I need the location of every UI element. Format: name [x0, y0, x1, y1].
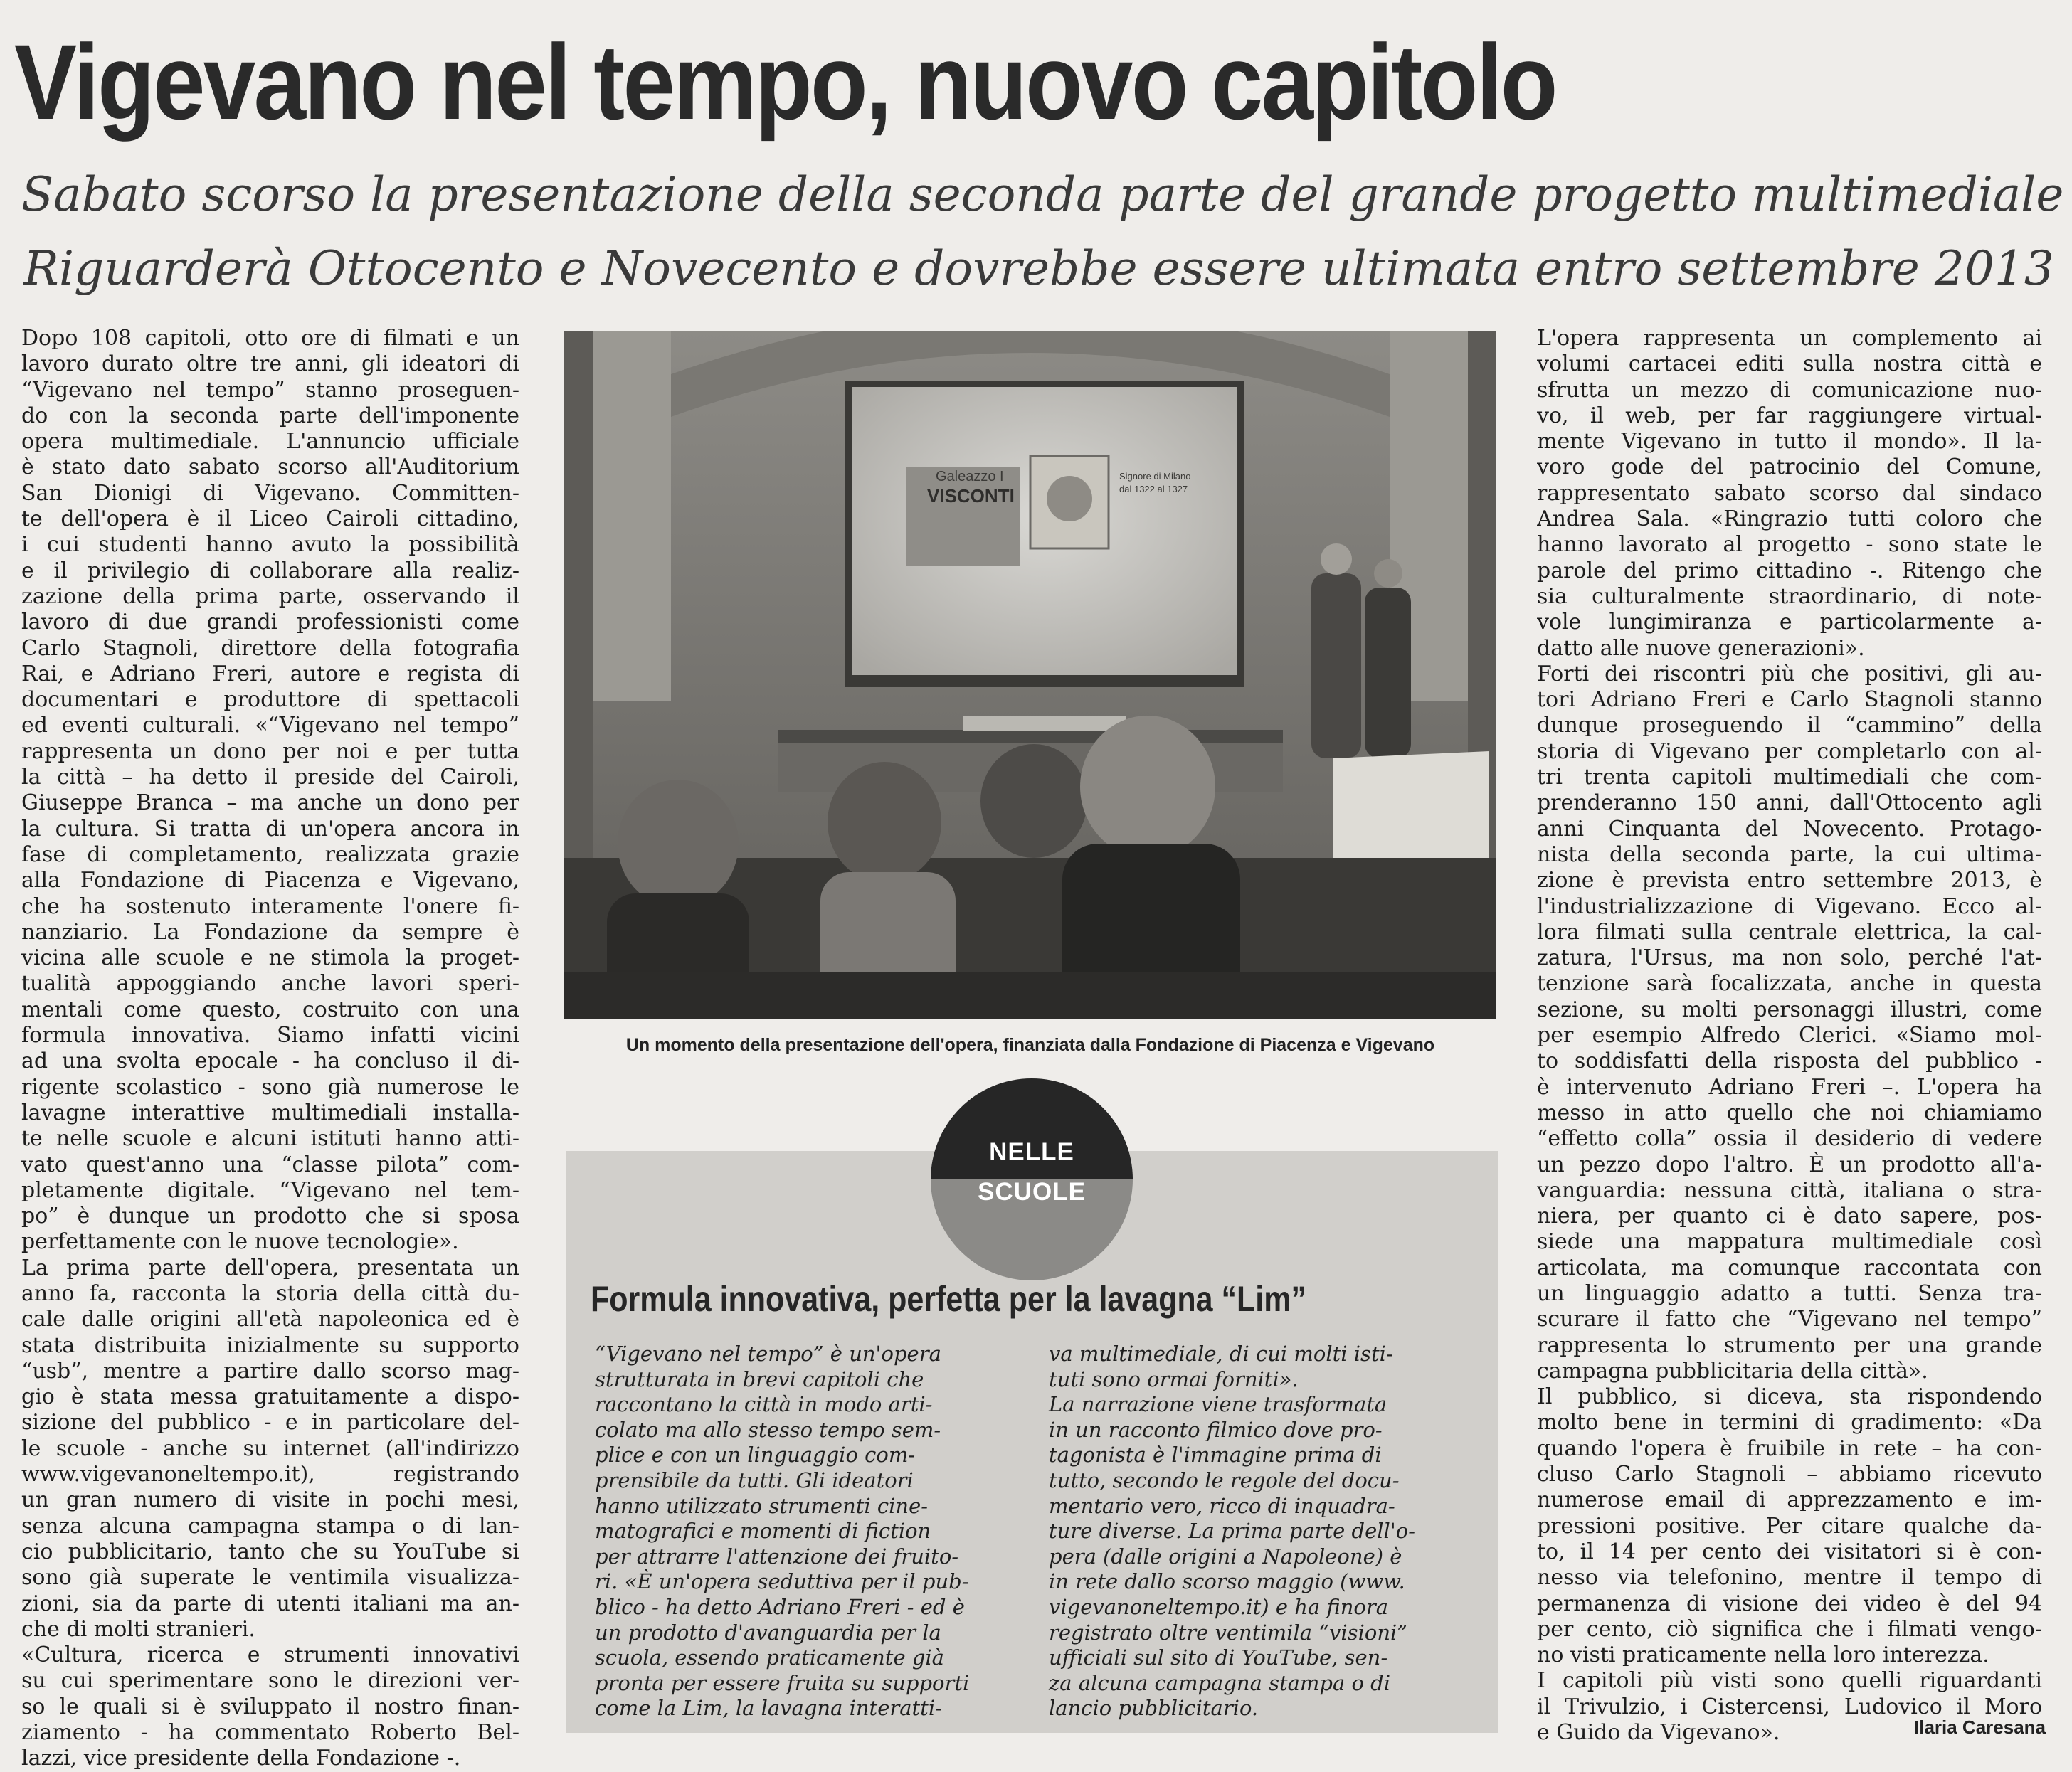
text-line: “effetto colla” ossia il desiderio di vedere [1537, 1126, 2042, 1152]
badge-line-2: SCUOLE [978, 1178, 1086, 1206]
text-line: vo, il web, per far raggiungere virtual- [1537, 403, 2042, 428]
text-line: hanno utilizzato strumenti cine- [595, 1493, 929, 1518]
text-line: pressioni positive. Per citare qualche da- [1537, 1513, 2042, 1539]
text-line: vicina alle scuole e ne stimola la proget- [21, 945, 519, 971]
text-line: la città – ha detto il preside del Cairoli, [21, 765, 519, 790]
text-line: te dell'opera è il Liceo Cairoli cittadino, [21, 506, 519, 532]
text-line: prensibile da tutti. Gli ideatori [595, 1468, 914, 1492]
text-line: mentario vero, ricco di inquadra- [1049, 1493, 1395, 1518]
text-line: ad una svolta epocale - ha concluso il di- [21, 1049, 519, 1074]
text-line: opera multimediale. L'annuncio ufficiale [21, 429, 519, 455]
text-line: siede una mappatura multimediale così [1537, 1229, 2042, 1255]
text-line: cale dalle origini all'età napoleonica ed è [21, 1307, 519, 1332]
text-line: sezione, su molti personaggi illustri, come [1537, 997, 2042, 1022]
text-line: in rete dallo scorso maggio (www. [1049, 1569, 1405, 1594]
text-line: un prodotto d'avanguardia per la [595, 1620, 941, 1645]
subtitle-line-1: Sabato scorso la presentazione della seconda parte del grande progetto multimediale [21, 167, 2064, 222]
text-line: Forti dei riscontri più che positivi, gli au- [1537, 661, 2042, 686]
text-line: zione è prevista entro settembre 2013, è [1537, 868, 2042, 893]
text-line: anno fa, racconta la storia della città du- [21, 1280, 519, 1306]
text-line: zazione della prima parte, osservando il [21, 583, 519, 609]
sidebar-column-1 [595, 1342, 1015, 1721]
text-line: ziamento - ha commentato Roberto Bel- [21, 1720, 519, 1746]
text-line: “Vigevano nel tempo” è un'opera [595, 1342, 941, 1366]
text-line: nanziario. La Fondazione da sempre è [21, 919, 519, 945]
text-line: parole del primo cittadino -. Ritengo che [1537, 558, 2042, 583]
text-line: nista della seconda parte, la cui ultima- [1537, 842, 2042, 867]
subtitle-line-2: Riguarderà Ottocento e Novecento e dovrebbe essere ultimata entro settembre 2013 [23, 241, 2054, 296]
text-line: sono già superate le ventimila visualizza- [21, 1565, 519, 1591]
text-line: Dopo 108 capitoli, otto ore di filmati e un [21, 326, 519, 351]
text-line: plice e con un linguaggio com- [595, 1443, 916, 1468]
text-line: ufficiali sul sito di YouTube, sen- [1049, 1645, 1388, 1670]
text-line: è intervenuto Adriano Freri –. L'opera ha [1537, 1074, 2042, 1100]
text-line: per esempio Alfredo Clerici. «Siamo mol- [1537, 1023, 2042, 1049]
screen-text-4: dal 1322 al 1327 [1119, 484, 1188, 494]
text-line: San Dionigi di Vigevano. Committen- [21, 480, 519, 506]
text-line: Rai, e Adriano Freri, autore e regista di [21, 661, 519, 686]
text-line: i cui studenti hanno avuto la possibilità [21, 532, 519, 558]
text-line: e Guido da Vigevano». [1537, 1720, 1780, 1746]
text-line: to, il 14 per cento dei visitatori si è con- [1537, 1539, 2042, 1564]
text-line: alla Fondazione di Piacenza e Vigevano, [21, 868, 519, 893]
text-line: vato quest'anno una “classe pilota” com- [21, 1152, 519, 1177]
text-line: dunque proseguendo il “cammino” della [1537, 713, 2042, 738]
text-line: pera (dalle origini a Napoleone) è [1049, 1544, 1402, 1569]
text-line: Carlo Stagnoli, direttore della fotografia [21, 635, 519, 661]
text-line: ed eventi culturali. «“Vigevano nel tempo” [21, 713, 519, 738]
photo-caption: Un momento della presentazione dell'opera, finanziata dalla Fondazione di Piacenza e Vigevano [625, 1035, 1435, 1055]
text-line: mente Vigevano in tutto il mondo». Il la- [1537, 429, 2042, 455]
text-line: tagonista è l'immagine prima di [1049, 1443, 1382, 1468]
text-line: su cui sperimentare sono le direzioni ver- [21, 1668, 519, 1694]
text-line: per attrarre l'attenzione dei fruito- [595, 1544, 959, 1569]
text-line: tuti sono ormai forniti». [1049, 1367, 1299, 1391]
text-line: un linguaggio adatto a tutti. Senza tra- [1537, 1280, 2042, 1306]
text-line: “usb”, mentre a partire dallo scorso mag- [21, 1358, 519, 1384]
text-line: te nelle scuole e alcuni istituti hanno atti- [21, 1126, 519, 1152]
text-line: permanenza di visione dei video è del 94 [1537, 1591, 2042, 1616]
text-line: do con la seconda parte dell'imponente [21, 403, 519, 428]
text-line: www.vigevanoneltempo.it), registrando [21, 1462, 519, 1487]
text-line: lazzi, vice presidente della Fondazione -. [21, 1746, 461, 1771]
text-line: perfettamente con le nuove tecnologie». [21, 1229, 459, 1255]
text-line: formula innovativa. Siamo infatti vicini [21, 1023, 519, 1049]
right-column [1537, 326, 2042, 1746]
text-line: za alcuna campagna stampa o di [1049, 1670, 1391, 1695]
text-line: gio è stata messa gratuitamente a dispo- [21, 1384, 519, 1410]
text-line: no visti praticamente nella loro interezza. [1537, 1643, 1989, 1668]
text-line: l'industrializzazione di Vigevano. Ecco al- [1537, 893, 2042, 919]
text-line: ri. «È un'opera seduttiva per il pub- [595, 1569, 969, 1594]
screen-text-1: Galeazzo I [936, 469, 1004, 484]
text-line: sizione del pubblico - e in particolare del- [21, 1410, 519, 1436]
text-line: “Vigevano nel tempo” stanno proseguen- [21, 377, 519, 403]
text-line: in un racconto filmico dove pro- [1049, 1417, 1383, 1442]
sidebar-column-2 [1049, 1342, 1476, 1721]
text-line: matografici e momenti di fiction [595, 1519, 931, 1544]
text-line: rappresenta un dono per noi e per tutta [21, 738, 519, 764]
text-line: I capitoli più visti sono quelli riguardanti [1537, 1668, 2042, 1694]
text-line: tori Adriano Freri e Carlo Stagnoli stanno [1537, 687, 2042, 713]
text-line: come la Lim, la lavagna interatti- [595, 1696, 942, 1721]
text-line: le scuole - anche su internet (all'indirizzo [21, 1436, 519, 1461]
text-line: un gran numero di visite in pochi mesi, [21, 1487, 519, 1513]
text-line: zioni, sia da parte di utenti italiani ma an- [21, 1591, 519, 1616]
text-line: cluso Carlo Stagnoli – abbiamo ricevuto [1537, 1462, 2042, 1487]
text-line: messo in atto quello che noi chiamiamo [1537, 1100, 2042, 1125]
text-line: pronta per essere fruita su supporti [595, 1670, 970, 1695]
text-line: tutto, secondo le regole del docu- [1049, 1468, 1400, 1492]
text-line: vole lungimiranza e particolarmente a- [1537, 610, 2042, 635]
text-line: il Trivulzio, i Cistercensi, Ludovico il Moro [1537, 1694, 2042, 1719]
text-line: tri trenta capitoli multimediali che com- [1537, 765, 2042, 790]
text-line: numerose email di apprezzamento e im- [1537, 1487, 2042, 1513]
text-line: La narrazione viene trasformata [1049, 1392, 1388, 1417]
text-line: datto alle nuove generazioni». [1537, 635, 1865, 661]
left-column [21, 326, 519, 1771]
text-line: molto bene in termini di gradimento: «Da [1537, 1410, 2042, 1436]
text-line: fase di completamento, realizzata grazie [21, 842, 519, 867]
sidebar-title: Formula innovativa, perfetta per la lavagna “Lim” [591, 1279, 1306, 1319]
text-line: po” è dunque un prodotto che si sposa [21, 1204, 519, 1229]
text-line: stata distribuita inizialmente su supporto [21, 1332, 519, 1358]
text-line: quando l'opera è fruibile in rete – ha con- [1537, 1436, 2042, 1461]
text-line: vanguardia: nessuna città, italiana o stra- [1537, 1177, 2042, 1203]
text-line: la cultura. Si tratta di un'opera ancora in [21, 816, 519, 842]
text-line: niera, per quanto ci è dato sapere, pos- [1537, 1204, 2042, 1229]
text-line: raccontano la città in modo arti- [595, 1392, 933, 1417]
text-line: to soddisfatti della risposta del pubblico - [1537, 1049, 2042, 1074]
text-line: lavagne interattive multimediali installa- [21, 1100, 519, 1125]
text-line: lora filmati sulla centrale elettrica, la cal- [1537, 919, 2042, 945]
screen-text-2: VISCONTI [927, 485, 1015, 506]
text-line: articolata, ma comunque raccontata con [1537, 1255, 2042, 1280]
text-line: un pezzo dopo l'altro. È un prodotto all'a- [1537, 1152, 2042, 1177]
text-line: volumi cartacei editi sulla nostra città e [1537, 351, 2042, 377]
text-line: «Cultura, ricerca e strumenti innovativi [21, 1643, 519, 1668]
text-line: è stato dato sabato scorso all'Auditorium [21, 455, 519, 480]
text-line: per cento, ciò significa che i filmati vengo- [1537, 1616, 2042, 1642]
byline: Ilaria Caresana [1914, 1717, 2046, 1738]
text-line: Andrea Sala. «Ringrazio tutti coloro che [1537, 506, 2042, 532]
text-line: lavoro durato oltre tre anni, gli ideatori di [21, 351, 519, 377]
text-line: documentari e produttore di spettacoli [21, 687, 519, 713]
text-line: rappresenta lo strumento per una grande [1537, 1332, 2042, 1358]
badge-line-1: NELLE [989, 1138, 1074, 1166]
text-line: senza alcuna campagna stampa o di lan- [21, 1513, 519, 1539]
text-line: pletamente digitale. “Vigevano nel tem- [21, 1177, 519, 1203]
text-line: mentali come questo, costruito con una [21, 997, 519, 1022]
text-line: scuola, essendo praticamente già [595, 1645, 944, 1670]
text-line: zatura, l'Ursus, ma non solo, perché l'at- [1537, 945, 2042, 971]
text-line: sia culturalmente straordinario, di note- [1537, 583, 2042, 609]
text-line: cio pubblicitario, tanto che su YouTube si [21, 1539, 519, 1564]
text-line: strutturata in brevi capitoli che [595, 1367, 924, 1391]
text-line: tualità appoggiando anche lavori speri- [21, 971, 519, 997]
text-line: va multimediale, di cui molti isti- [1049, 1342, 1393, 1366]
nelle-scuole-badge [931, 1078, 1133, 1280]
presentation-photo [564, 331, 1496, 1019]
text-line: ture diverse. La prima parte dell'o- [1049, 1519, 1416, 1544]
text-line: scurare il fatto che “Vigevano nel tempo” [1537, 1307, 2042, 1332]
text-line: La prima parte dell'opera, presentata un [21, 1255, 519, 1280]
text-line: Il pubblico, si diceva, sta rispondendo [1537, 1384, 2042, 1410]
text-line: anni Cinquanta del Novecento. Protago- [1537, 816, 2042, 842]
text-line: hanno lavorato al progetto - sono state le [1537, 532, 2042, 558]
text-line: lancio pubblicitario. [1049, 1696, 1259, 1721]
text-line: rappresentato sabato scorso dal sindaco [1537, 480, 2042, 506]
text-line: storia di Vigevano per completarlo con al- [1537, 738, 2042, 764]
text-line: voro gode del patrocinio del Comune, [1537, 455, 2042, 480]
text-line: che di molti stranieri. [21, 1616, 255, 1642]
text-line: blico - ha detto Adriano Freri - ed è [595, 1594, 965, 1619]
text-line: campagna pubblicitaria della città». [1537, 1358, 1928, 1384]
text-line: e il privilegio di collaborare alla realiz- [21, 558, 519, 583]
text-line: so le quali si è sviluppato il nostro finan- [21, 1694, 519, 1719]
text-line: lavoro di due grandi professionisti come [21, 610, 519, 635]
text-line: sfrutta un mezzo di comunicazione nuo- [1537, 377, 2042, 403]
headline: Vigevano nel tempo, nuovo capitolo [14, 22, 1556, 142]
text-line: nesso via telefonino, mentre il tempo di [1537, 1565, 2042, 1591]
text-line: colato ma allo stesso tempo sem- [595, 1417, 941, 1442]
text-line: L'opera rappresenta un complemento ai [1537, 326, 2042, 351]
text-line: tenzione sarà focalizzata, anche in questa [1537, 971, 2042, 997]
text-line: vigevanoneltempo.it) e ha finora [1049, 1594, 1389, 1619]
screen-text-3: Signore di Milano [1119, 471, 1191, 482]
text-line: prenderanno 150 anni, dall'Ottocento agli [1537, 790, 2042, 816]
text-line: rigente scolastico - sono già numerose le [21, 1074, 519, 1100]
text-line: che ha sostenuto interamente l'onere fi- [21, 893, 519, 919]
text-line: registrato oltre ventimila “visioni” [1049, 1620, 1408, 1645]
text-line: Giuseppe Branca – ma anche un dono per [21, 790, 519, 816]
